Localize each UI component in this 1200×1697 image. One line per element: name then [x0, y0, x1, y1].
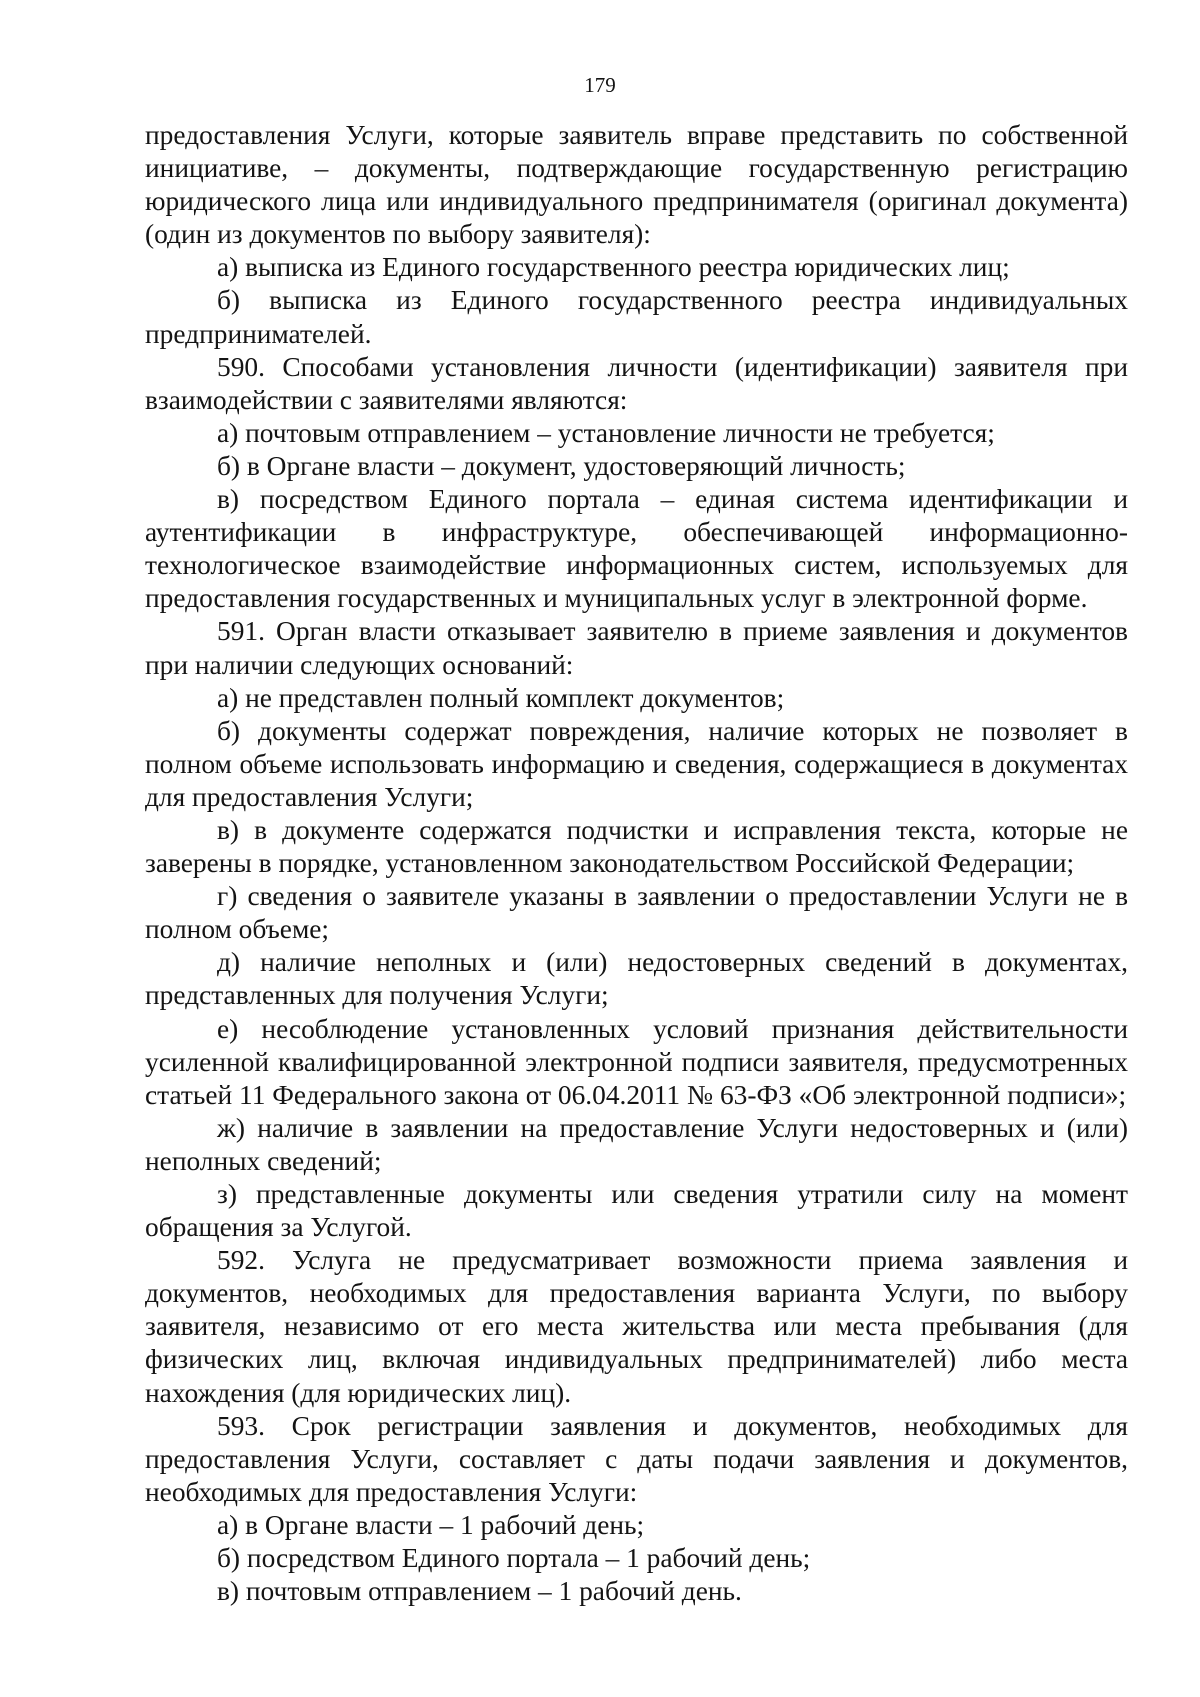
list-item-a: а) не представлен полный комплект документов;: [217, 682, 785, 713]
list-item-g: г) сведения о заявителе указаны в заявлении о предоставлении Услуги не в полном объеме;: [145, 881, 1128, 945]
page-number: 179: [584, 73, 616, 97]
list-item-b: б) в Органе власти – документ, удостоверяющий личность;: [217, 450, 906, 481]
list-item-z: з) представленные документы или сведения утратили силу на момент обращения за Услугой.: [145, 1179, 1128, 1243]
document-body: [145, 119, 1128, 1608]
list-item-a: а) выписка из Единого государственного реестра юридических лиц;: [217, 252, 1010, 283]
clause-590: 590. Способами установления личности (идентификации) заявителя при взаимодействии с заявителями являются:: [145, 351, 1128, 415]
list-item-b: б) выписка из Единого государственного реестра индивидуальных предпринимателей.: [145, 285, 1128, 349]
list-item-v: в) почтовым отправлением – 1 рабочий день.: [217, 1576, 742, 1607]
list-item-b: б) посредством Единого портала – 1 рабочий день;: [217, 1543, 811, 1574]
list-item-b: б) документы содержат повреждения, наличие которых не позволяет в полном объеме использовать информацию и сведения, содержащиеся в документах для предоставления Услуги;: [145, 715, 1128, 812]
list-item-zh: ж) наличие в заявлении на предоставление Услуги недостоверных и (или) неполных сведений;: [145, 1112, 1128, 1176]
clause-591: 591. Орган власти отказывает заявителю в приеме заявления и документов при наличии следующих оснований:: [145, 616, 1128, 680]
list-item-v: в) в документе содержатся подчистки и исправления текста, которые не заверены в порядке, установленном законодательством Российской Федерации;: [145, 814, 1128, 879]
list-item-a: а) в Органе власти – 1 рабочий день;: [217, 1509, 645, 1540]
list-item-d: д) наличие неполных и (или) недостоверных сведений в документах, представленных для получения Услуги;: [145, 947, 1128, 1011]
list-item-a: а) почтовым отправлением – установление личности не требуется;: [217, 417, 995, 448]
paragraph-continuation: предоставления Услуги, которые заявитель вправе представить по собственной инициативе, – документы, подтверждающие государственную регистрацию юридического лица или индивидуального предпринимателя (оригинал документа) (один из документов по выбору заявителя):: [145, 120, 1128, 250]
list-item-e: е) несоблюдение установленных условий признания действительности усиленной квалифицированной электронной подписи заявителя, предусмотренных статьей 11 Федерального закона от 06.04.2011 № 63-ФЗ «Об электронной подписи»;: [145, 1013, 1128, 1110]
list-item-v: в) посредством Единого портала – единая система идентификации и аутентификации в инфраструктуре, обеспечивающей информационно-технологическое взаимодействие информационных систем, используемых для предоставления государственных и муниципальных услуг в электронной форме.: [145, 484, 1128, 614]
clause-592: 592. Услуга не предусматривает возможности приема заявления и документов, необходимых для предоставления варианта Услуги, по выбору заявителя, независимо от его места жительства или места пребывания (для физических лиц, включая индивидуальных предпринимателей) либо места нахождения (для юридических лиц).: [145, 1245, 1128, 1408]
clause-593: 593. Срок регистрации заявления и документов, необходимых для предоставления Услуги, составляет с даты подачи заявления и документов, необходимых для предоставления Услуги:: [145, 1410, 1128, 1507]
